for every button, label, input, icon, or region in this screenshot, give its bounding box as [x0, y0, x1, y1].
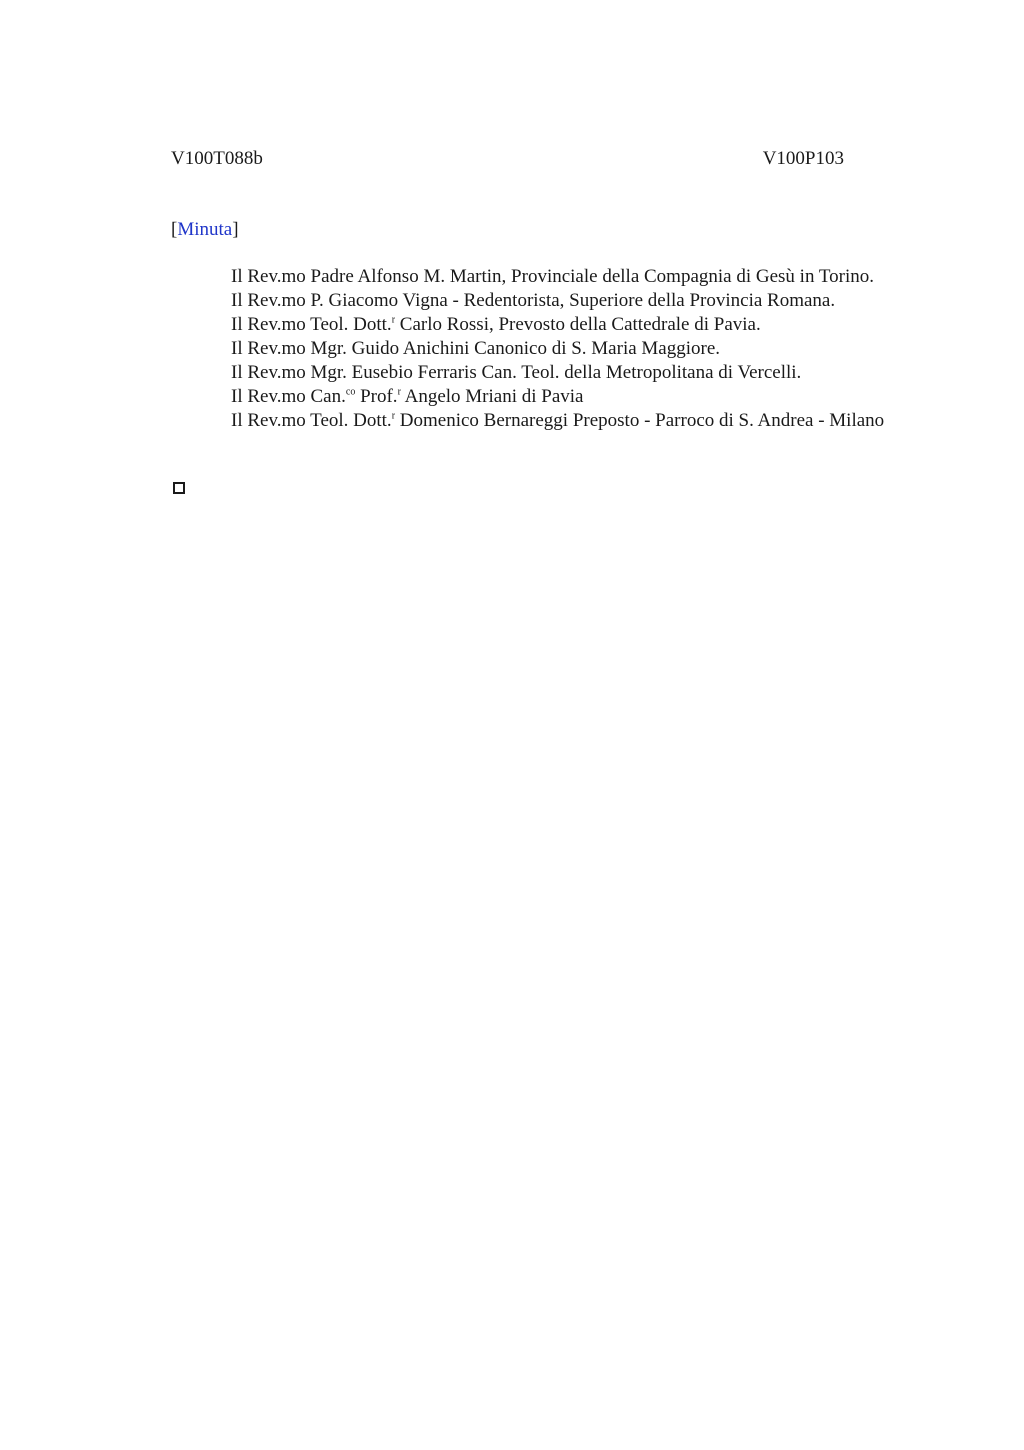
recipient-entry — [171, 361, 897, 385]
document-code-right: V100P103 — [762, 148, 844, 169]
entry-text: Il Rev.mo Teol. Dott. — [231, 314, 392, 335]
document-code-left: V100T088b — [171, 148, 263, 169]
checkbox-icon — [173, 482, 185, 494]
entry-text: Il Rev.mo Teol. Dott. — [231, 410, 392, 431]
minuta-label: Minuta — [177, 219, 233, 240]
header-row — [171, 146, 844, 172]
entry-text: Il Rev.mo Can. — [231, 386, 346, 407]
note-label — [171, 217, 239, 243]
entry-text: Angelo Mriani di Pavia — [400, 386, 584, 407]
entry-text: Domenico Bernareggi Preposto - Parroco di S. Andrea - Milano — [395, 410, 885, 431]
recipient-entry — [171, 337, 897, 361]
entry-text: Prof. — [355, 386, 398, 407]
recipient-entry — [171, 289, 897, 313]
entry-text: Il Rev.mo Mgr. Guido Anichini Canonico di S. Maria Maggiore. — [231, 338, 721, 359]
entry-text: Il Rev.mo Mgr. Eusebio Ferraris Can. Teol. della Metropolitana di Vercelli. — [231, 362, 802, 383]
close-bracket: ] — [232, 219, 239, 240]
recipient-list — [171, 265, 897, 433]
superscript: r — [391, 410, 396, 422]
recipient-entry — [171, 313, 897, 337]
superscript: co — [345, 386, 356, 398]
superscript: r — [397, 386, 401, 398]
entry-text: Il Rev.mo P. Giacomo Vigna - Redentorista, Superiore della Provincia Romana. — [231, 290, 836, 311]
open-bracket: [ — [171, 219, 178, 240]
entry-text: Carlo Rossi, Prevosto della Cattedrale di Pavia. — [395, 314, 761, 335]
recipient-entry — [171, 385, 897, 409]
superscript: r — [391, 314, 396, 326]
recipient-entry — [171, 409, 897, 433]
entry-text: Il Rev.mo Padre Alfonso M. Martin, Provinciale della Compagnia di Gesù in Torino. — [231, 266, 874, 287]
recipient-entry — [171, 265, 897, 289]
